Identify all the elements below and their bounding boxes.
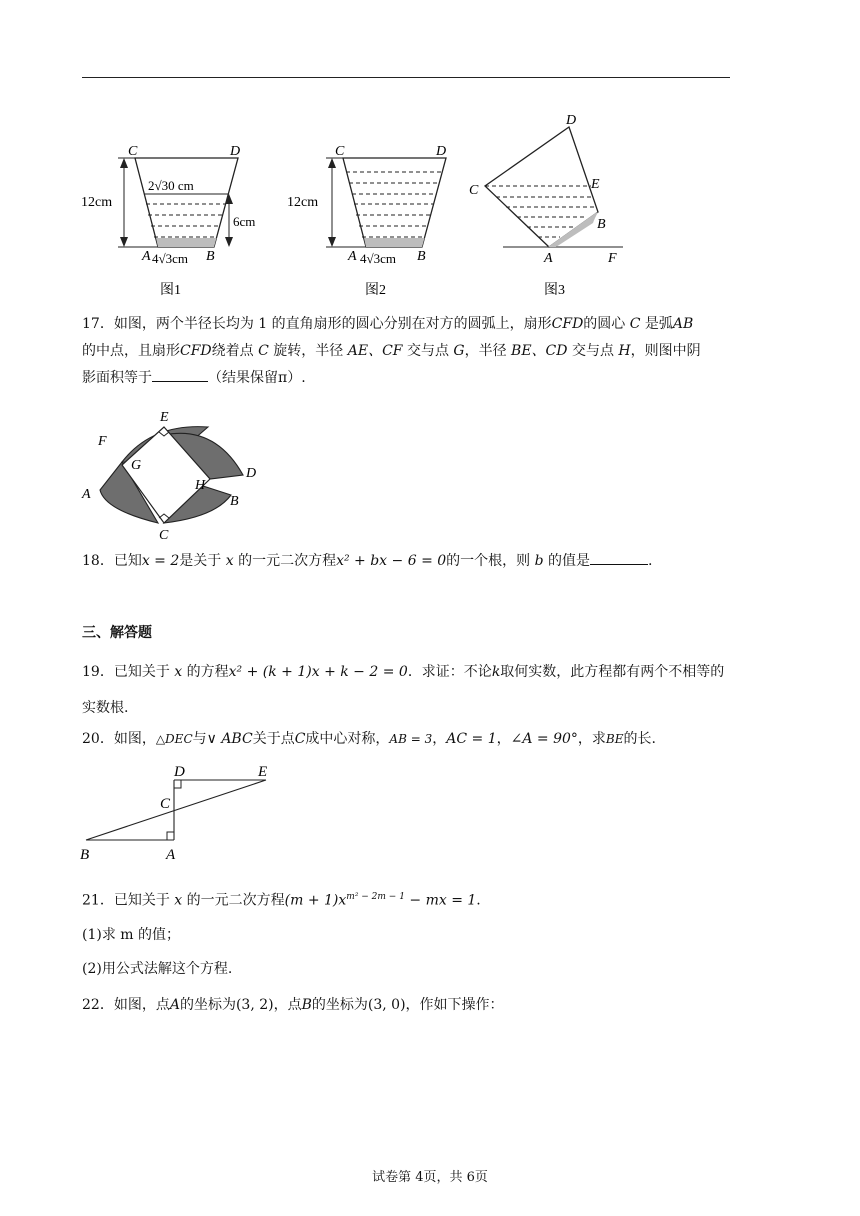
- question-21: [82, 880, 732, 986]
- label-a: A: [142, 249, 151, 264]
- top-width-label: 2√30 cm: [148, 178, 194, 193]
- bottom-width-label: 4√3cm: [360, 251, 397, 266]
- bottom-width-label: 4√3cm: [152, 251, 189, 266]
- label-d: D: [436, 144, 447, 159]
- height-label: 12cm: [81, 195, 113, 210]
- label-b: B: [206, 249, 215, 264]
- q19-line-1: 19．已知关于 x 的方程x² + (k + 1)x + k − 2 = 0．求证：不论k取何实数，此方程都有两个不相等的: [82, 664, 725, 680]
- q19-line-2: 实数根.: [82, 700, 129, 716]
- figure-3: [469, 113, 623, 298]
- figure-1: [81, 144, 255, 298]
- label-a: A: [82, 487, 91, 502]
- label-a: A: [348, 249, 357, 264]
- question-19: [82, 654, 732, 726]
- label-e: E: [160, 410, 169, 425]
- figure-2-caption: 图2: [365, 283, 386, 298]
- label-a: A: [544, 251, 553, 266]
- label-c: C: [159, 528, 169, 543]
- label-b: B: [80, 847, 90, 863]
- label-a: A: [166, 847, 176, 863]
- q17-line-2: 的中点，且扇形CFD绕着点 C 旋转，半径 AE、CF 交与点 G，半径 BE、CD 交与点 H，则图中阴: [82, 343, 701, 359]
- label-f: F: [608, 251, 617, 266]
- question-18: 18．已知x = 2是关于 x 的一元二次方程x² + bx − 6 = 0的一个根，则 b 的值是 .: [82, 548, 732, 575]
- label-e: E: [258, 764, 268, 780]
- label-b: B: [597, 217, 606, 232]
- q21-sub-2: (2)用公式法解这个方程.: [82, 960, 233, 977]
- height-label: 12cm: [287, 195, 319, 210]
- page-footer: 试卷第 4页，共 6页: [372, 1170, 488, 1185]
- answer-blank[interactable]: [590, 550, 648, 565]
- label-d: D: [246, 466, 257, 481]
- figure-q17: [80, 405, 270, 545]
- figure-1-caption: 图1: [160, 283, 181, 298]
- label-h: H: [195, 478, 206, 493]
- label-c: C: [160, 796, 171, 812]
- header-rule: [82, 77, 730, 78]
- label-g: G: [131, 458, 142, 473]
- label-f: F: [98, 434, 107, 449]
- answer-blank[interactable]: [152, 367, 208, 382]
- label-c: C: [469, 183, 479, 198]
- q21-line-1: 21．已知关于 x 的一元二次方程$(m + 1)x^{m^2 - 2m - 1}$ − mx = 1.: [82, 892, 481, 909]
- label-d: D: [230, 144, 241, 159]
- label-b: B: [230, 494, 239, 509]
- label-c: C: [335, 144, 345, 159]
- figure-q20: [78, 760, 278, 864]
- label-c: C: [128, 144, 138, 159]
- question-20: 20．如图，△DEC与∨ ABC关于点C成中心对称，AB = 3，AC = 1，∠A = 90°，求BE的长.: [82, 731, 656, 747]
- figure-3-caption: 图3: [544, 283, 565, 298]
- label-d: D: [566, 113, 577, 128]
- water-height-label: 6cm: [233, 214, 256, 229]
- question-22: 22．如图，点A的坐标为(3, 2)，点B的坐标为(3, 0)，作如下操作：: [82, 997, 504, 1013]
- label-e: E: [591, 177, 600, 192]
- question-17: [82, 311, 732, 392]
- q21-sub-1: (1)求 m 的值；: [82, 926, 181, 943]
- container-figures: [78, 108, 638, 300]
- figure-2: [287, 144, 446, 298]
- label-b: B: [417, 249, 426, 264]
- label-d: D: [174, 764, 185, 780]
- q17-line-1: 17．如图，两个半径长均为 1 的直角扇形的圆心分别在对方的圆弧上，扇形CFD的圆心 C 是弧AB: [82, 316, 694, 332]
- section-title: 三、解答题: [82, 625, 152, 641]
- q17-line-3: 影面积等于 （结果保留π）.: [82, 365, 732, 392]
